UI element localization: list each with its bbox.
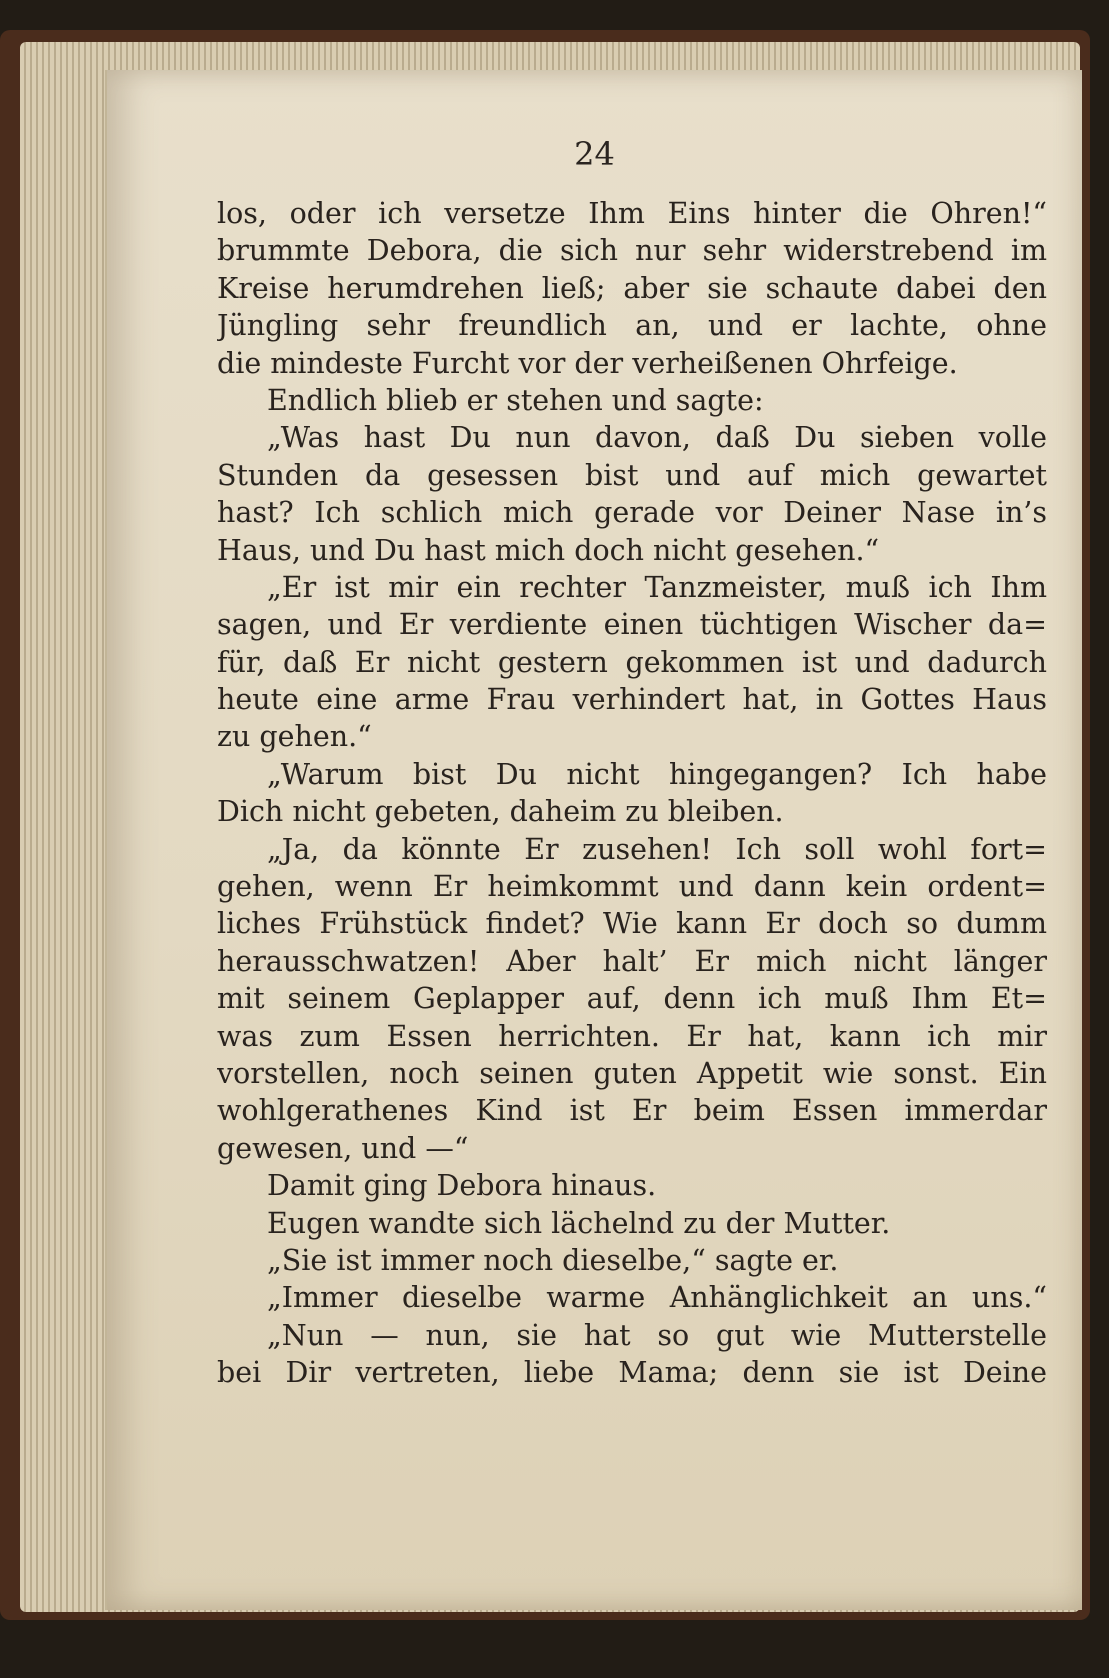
text-line: heute eine arme Frau verhindert hat, in Gottes Haus — [217, 683, 1047, 717]
text-line: Stunden da gesessen bist und auf mich gewartet — [217, 458, 1047, 492]
text-line: gehen, wenn Er heimkommt und dann kein ordent= — [217, 870, 1047, 904]
page-text — [217, 195, 1047, 1392]
text-line: mit seinem Geplapper auf, denn ich muß Ihm Et= — [217, 982, 1047, 1016]
text-line: „Warum bist Du nicht hingegangen? Ich habe — [267, 757, 1047, 791]
text-line: bei Dir vertreten, liebe Mama; denn sie ist Deine — [217, 1356, 1047, 1390]
text-line: die mindeste Furcht vor der verheißenen Ohrfeige. — [217, 346, 958, 380]
text-line: „Ja, da könnte Er zusehen! Ich soll wohl fort= — [267, 832, 1047, 866]
text-line: brummte Debora, die sich nur sehr widerstrebend im — [217, 234, 1047, 268]
text-line: gewesen, und —“ — [217, 1131, 469, 1165]
text-line: was zum Essen herrichten. Er hat, kann ich mir — [217, 1019, 1047, 1053]
text-line: „Nun — nun, sie hat so gut wie Mutterstelle — [267, 1318, 1047, 1352]
text-line: wohlgerathenes Kind ist Er beim Essen immerdar — [217, 1094, 1047, 1128]
text-line: Jüngling sehr freundlich an, und er lachte, ohne — [217, 309, 1047, 343]
text-line: Kreise herumdrehen ließ; aber sie schaute dabei den — [217, 271, 1047, 305]
text-line: „Immer dieselbe warme Anhänglichkeit an uns.“ — [267, 1281, 1047, 1315]
text-line: vorstellen, noch seinen guten Appetit wie sonst. Ein — [217, 1056, 1047, 1090]
text-line: Haus, und Du hast mich doch nicht gesehen.“ — [217, 533, 880, 567]
text-line: Endlich blieb er stehen und sagte: — [267, 383, 764, 417]
text-line: los, oder ich versetze Ihm Eins hinter die Ohren!“ — [217, 197, 1047, 230]
text-line: zu gehen.“ — [217, 720, 372, 754]
text-line: Damit ging Debora hinaus. — [267, 1169, 657, 1203]
page-number: 24 — [574, 135, 615, 173]
text-line: herausschwatzen! Aber halt’ Er mich nicht länger — [217, 944, 1047, 978]
text-line: liches Frühstück findet? Wie kann Er doch so dumm — [217, 907, 1047, 941]
text-line: „Was hast Du nun davon, daß Du sieben volle — [267, 421, 1047, 455]
text-line: Eugen wandte sich lächelnd zu der Mutter. — [267, 1206, 891, 1240]
text-line: „Er ist mir ein rechter Tanzmeister, muß ich Ihm — [267, 570, 1047, 604]
text-line: hast? Ich schlich mich gerade vor Deiner Nase in’s — [217, 496, 1047, 530]
text-line: sagen, und Er verdiente einen tüchtigen Wischer da= — [217, 608, 1047, 642]
text-line: Dich nicht gebeten, daheim zu bleiben. — [217, 795, 784, 829]
text-line: für, daß Er nicht gestern gekommen ist und dadurch — [217, 645, 1047, 679]
book-page — [105, 70, 1082, 1610]
text-line: „Sie ist immer noch dieselbe,“ sagte er. — [267, 1243, 839, 1277]
